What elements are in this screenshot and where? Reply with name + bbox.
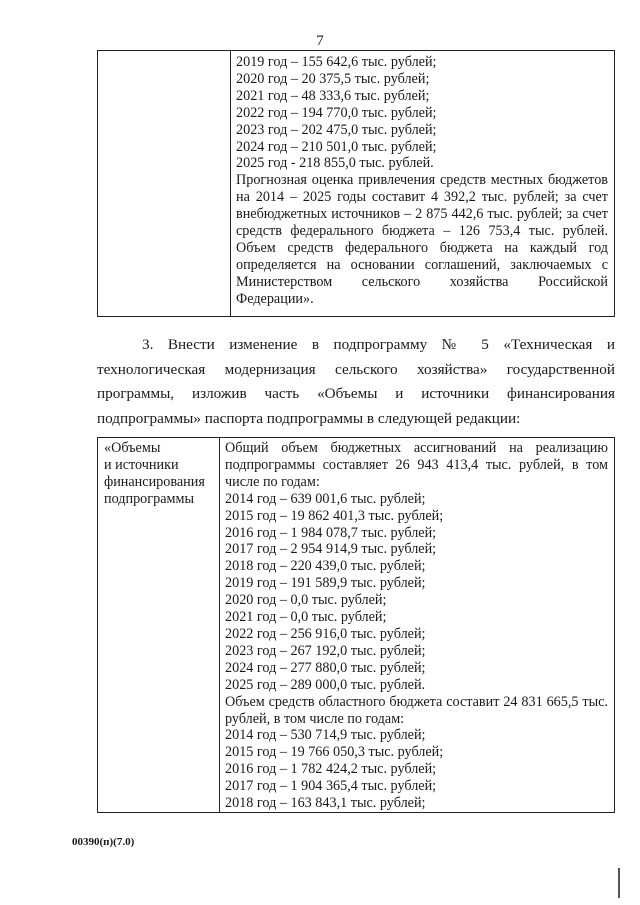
year-line: 2023 год – 202 475,0 тыс. рублей; bbox=[236, 121, 437, 138]
year-line: 2021 год – 48 333,6 тыс. рублей; bbox=[236, 87, 430, 104]
label-line: финансирования bbox=[104, 473, 205, 490]
year-line: 2021 год – 0,0 тыс. рублей; bbox=[225, 609, 387, 626]
year-list bbox=[236, 54, 608, 172]
year-line: 2025 год - 218 855,0 тыс. рублей. bbox=[236, 155, 434, 172]
year-line: 2022 год – 256 916,0 тыс. рублей; bbox=[225, 625, 426, 642]
label-line: «Объемы bbox=[104, 440, 161, 456]
amendment-paragraph: 3. Внести изменение в подпрограмму № 5 «Техническая и технологическая модернизация сельского хозяйства» государственной программы, изложив часть «Объемы и источники финансирования подпрограммы» паспорта подпрограммы в следующей редакции: bbox=[97, 336, 615, 427]
page-number: 7 bbox=[316, 33, 324, 49]
label-line: подпрограммы bbox=[104, 490, 194, 507]
year-line: 2018 год – 220 439,0 тыс. рублей; bbox=[225, 558, 426, 575]
year-line: 2022 год – 194 770,0 тыс. рублей; bbox=[236, 104, 437, 121]
year-line: 2015 год – 19 862 401,3 тыс. рублей; bbox=[225, 507, 444, 524]
year-line: 2023 год – 267 192,0 тыс. рублей; bbox=[225, 642, 426, 659]
year-line: 2014 год – 530 714,9 тыс. рублей; bbox=[225, 727, 426, 744]
year-line: 2016 год – 1 782 424,2 тыс. рублей; bbox=[225, 761, 437, 778]
table-content-cell bbox=[220, 438, 615, 813]
year-line: 2017 год – 1 904 365,4 тыс. рублей; bbox=[225, 778, 437, 795]
regional-year-list bbox=[225, 727, 608, 812]
regional-funding-intro: Объем средств областного бюджета составит 24 831 665,5 тыс. рублей, в том числе по годам: bbox=[225, 693, 608, 727]
total-year-list bbox=[225, 491, 608, 694]
document-code: 00390(п)(7.0) bbox=[72, 836, 135, 848]
total-funding-intro: Общий объем бюджетных ассигнований на реализацию подпрограммы составляет 26 943 413,4 тыс. рублей, в том числе по годам: bbox=[225, 440, 608, 490]
year-line: 2017 год – 2 954 914,9 тыс. рублей; bbox=[225, 541, 437, 558]
year-line: 2015 год – 19 766 050,3 тыс. рублей; bbox=[225, 744, 444, 761]
continuation-table bbox=[97, 50, 615, 317]
year-line: 2024 год – 210 501,0 тыс. рублей; bbox=[236, 138, 437, 155]
funding-label bbox=[104, 440, 216, 508]
year-line: 2020 год – 20 375,5 тыс. рублей; bbox=[236, 70, 430, 87]
table-label-cell bbox=[98, 438, 220, 813]
year-line: 2018 год – 163 843,1 тыс. рублей; bbox=[225, 795, 426, 812]
forecast-paragraph: Прогнозная оценка привлечения средств местных бюджетов на 2014 – 2025 годы составит 4 392,2 тыс. рублей; за счет внебюджетных источников – 2 875 442,6 тыс. рублей; за счет средств федерального бюджета – 126 753,4 тыс. рублей. Объем средств федерального бюджета на каждый год определяется на основании соглашений, заключаемых с Министерством сельского хозяйства Российской Федерации». bbox=[236, 172, 608, 307]
year-line: 2014 год – 639 001,6 тыс. рублей; bbox=[225, 490, 426, 507]
table-content-cell bbox=[231, 51, 615, 317]
year-line: 2020 год – 0,0 тыс. рублей; bbox=[225, 592, 387, 609]
year-line: 2016 год – 1 984 078,7 тыс. рублей; bbox=[225, 524, 437, 541]
year-line: 2024 год – 277 880,0 тыс. рублей; bbox=[225, 659, 426, 676]
scan-edge-mark bbox=[618, 868, 620, 898]
label-line: и источники bbox=[104, 456, 179, 473]
subprogram-funding-table bbox=[97, 437, 615, 813]
year-line: 2019 год – 191 589,9 тыс. рублей; bbox=[225, 575, 426, 592]
year-line: 2019 год – 155 642,6 тыс. рублей; bbox=[236, 54, 437, 70]
year-line: 2025 год – 289 000,0 тыс. рублей. bbox=[225, 676, 426, 693]
table-label-cell bbox=[98, 51, 231, 317]
